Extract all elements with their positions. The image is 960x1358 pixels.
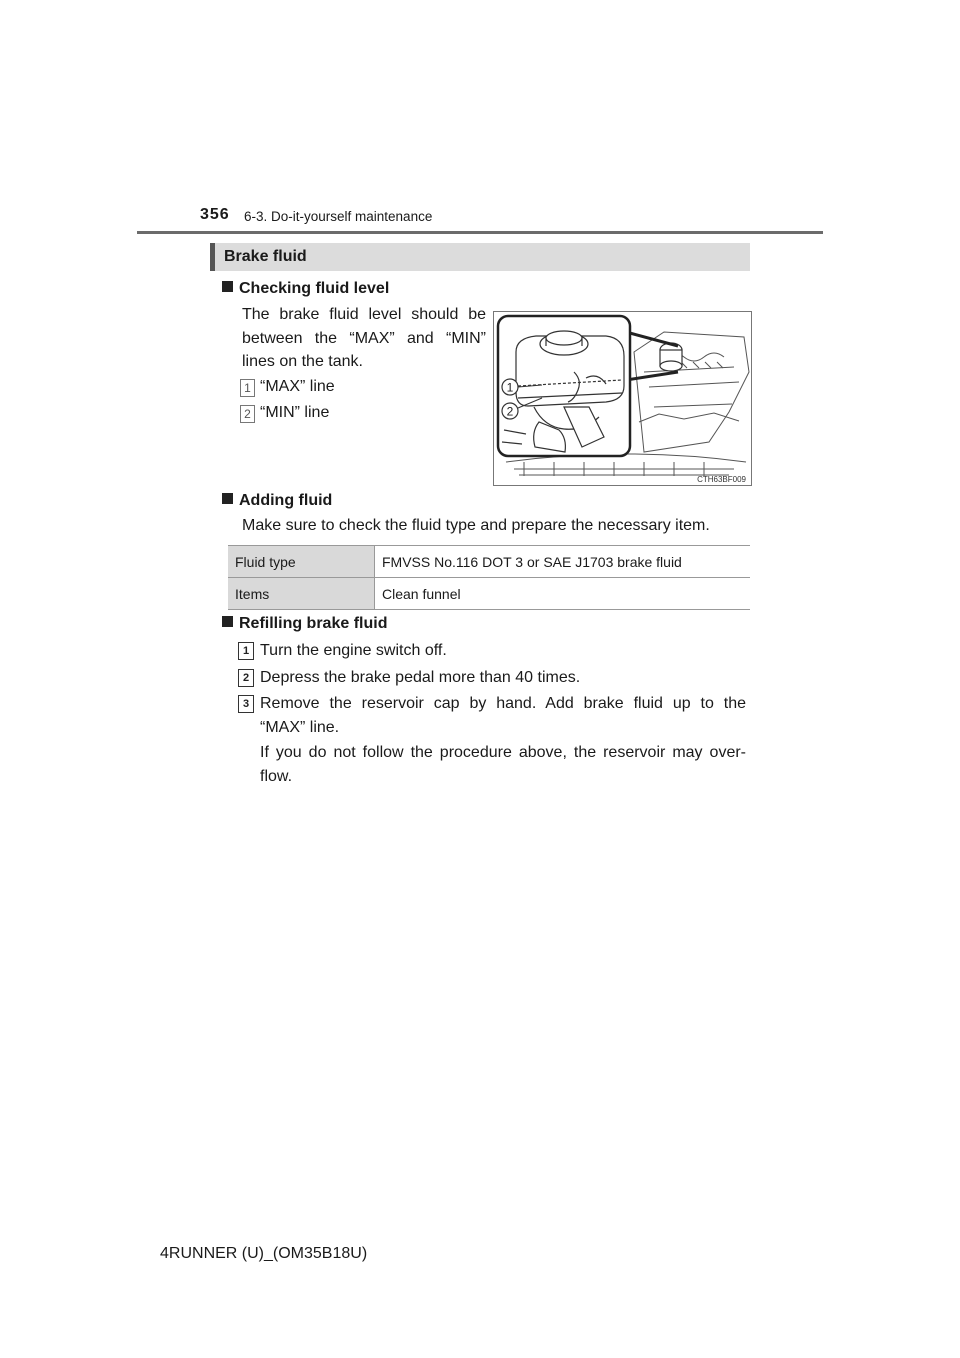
- callout-text-min: “MIN” line: [260, 404, 330, 421]
- step-2-text: Depress the brake pedal more than 40 times.: [260, 669, 581, 686]
- step-number-2: 2: [238, 669, 254, 687]
- bullet-square-icon: [222, 493, 233, 504]
- step-3-text: [260, 692, 746, 739]
- subheading-refilling: [222, 615, 387, 633]
- overflow-note: [260, 741, 746, 788]
- figure-label-1: 1: [506, 380, 514, 395]
- subheading-refilling-text: Refilling brake fluid: [239, 615, 388, 632]
- table-value-fluid-type: FMVSS No.116 DOT 3 or SAE J1703 brake fluid: [375, 546, 751, 578]
- step-number-1: 1: [238, 642, 254, 660]
- brake-reservoir-drawing: [494, 312, 751, 485]
- step-3-line-2: “MAX” line.: [260, 718, 340, 736]
- callout-number-1: 1: [240, 379, 255, 397]
- section-heading: Brake fluid: [224, 248, 307, 265]
- bullet-square-icon: [222, 616, 233, 627]
- table-key-fluid-type: Fluid type: [228, 546, 375, 578]
- checking-line-3: lines on the tank.: [242, 353, 363, 370]
- subheading-adding-text: Adding fluid: [239, 492, 333, 509]
- bullet-square-icon: [222, 281, 233, 292]
- section-heading-bar: [210, 243, 750, 271]
- callout-number-2: 2: [240, 405, 255, 423]
- subheading-checking: [222, 280, 389, 298]
- table-value-items: Clean funnel: [375, 578, 751, 610]
- header-rule: [137, 231, 823, 234]
- table-key-items: Items: [228, 578, 375, 610]
- fluid-spec-table: [228, 545, 750, 610]
- section-accent: [210, 243, 215, 271]
- checking-line-2: between the “MAX” and “MIN”: [242, 329, 486, 347]
- table-row: [228, 578, 750, 610]
- step-number-3: 3: [238, 695, 254, 713]
- note-line-2: flow.: [260, 767, 293, 785]
- callout-text-max: “MAX” line: [260, 378, 335, 395]
- subheading-checking-text: Checking fluid level: [239, 280, 390, 297]
- footer-model-code: 4RUNNER (U)_(OM35B18U): [160, 1245, 368, 1262]
- adding-description: Make sure to check the fluid type and prepare the necessary item.: [242, 517, 710, 534]
- page-number: 356: [200, 206, 230, 223]
- step-3-line-1: Remove the reservoir cap by hand. Add brake fluid up to the: [260, 695, 746, 712]
- checking-description: [242, 303, 486, 374]
- note-line-1: If you do not follow the procedure above, the reservoir may over-: [260, 744, 746, 761]
- table-row: [228, 546, 750, 578]
- figure-code: CTH63BF009: [697, 475, 746, 484]
- checking-line-1: The brake fluid level should be: [242, 306, 486, 323]
- step-1-text: Turn the engine switch off.: [260, 642, 447, 659]
- section-title: 6-3. Do-it-yourself maintenance: [244, 209, 433, 224]
- figure-label-2: 2: [506, 404, 514, 419]
- engine-bay-illustration: [493, 311, 752, 486]
- subheading-adding: [222, 492, 332, 510]
